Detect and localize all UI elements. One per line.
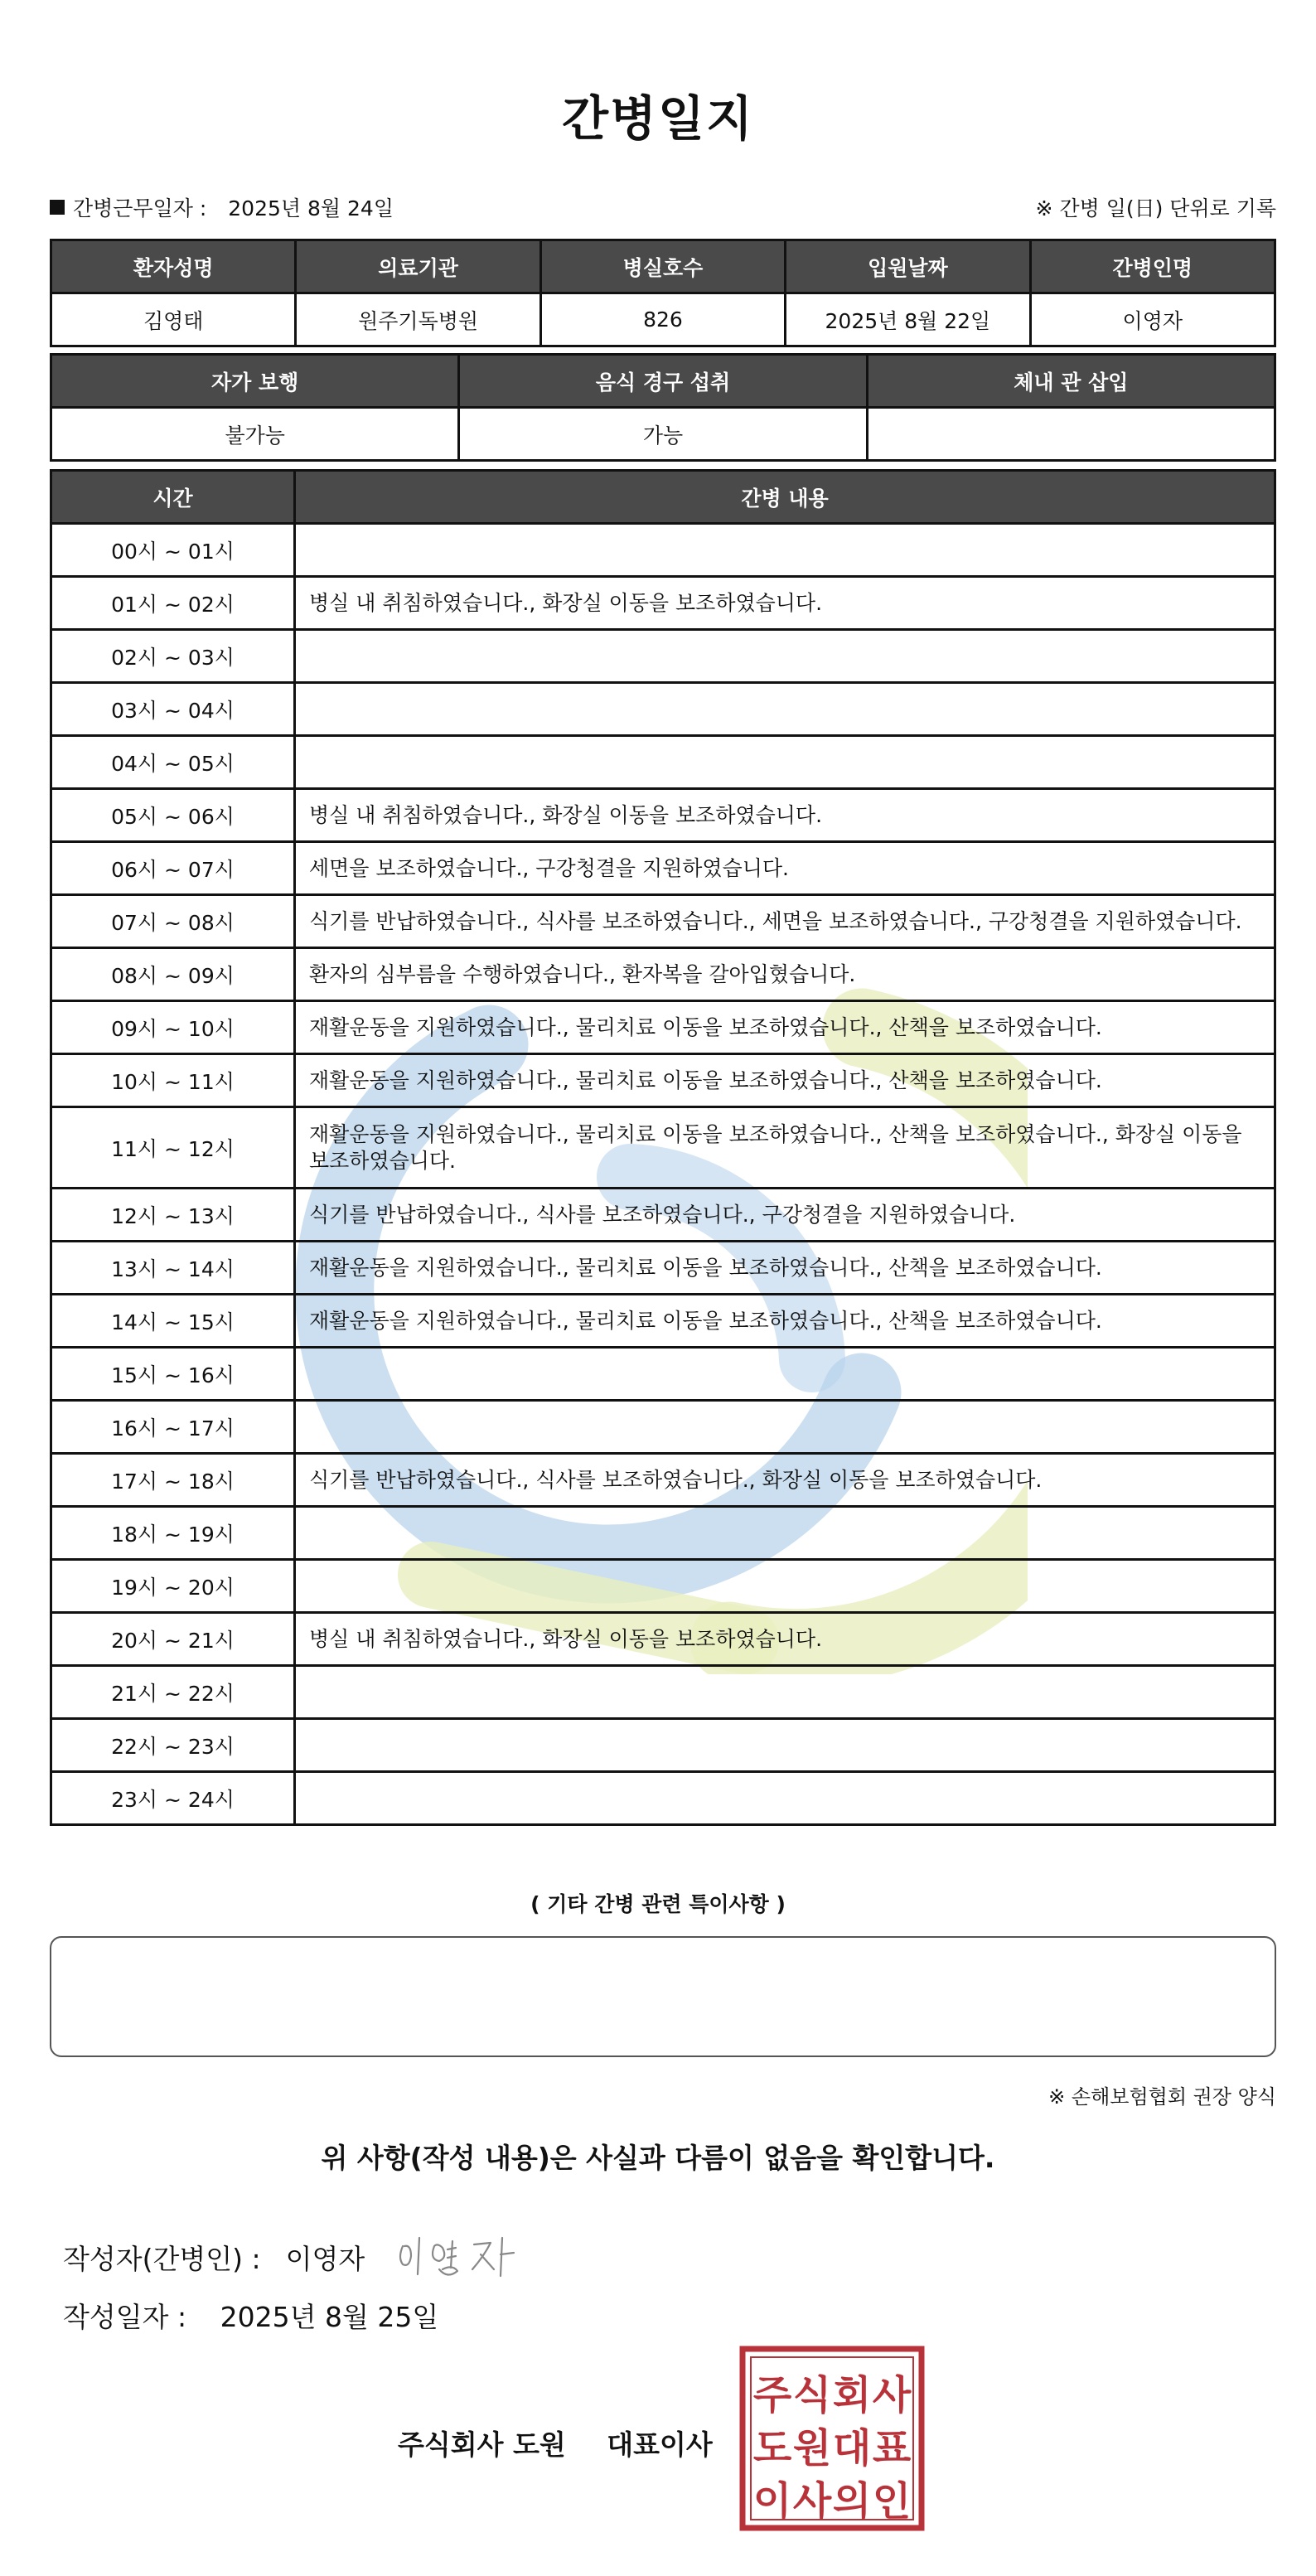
table-row: [51, 1401, 1275, 1454]
table-row: [51, 683, 1275, 736]
daily-record-note: ※ 간병 일(日) 단위로 기록: [1035, 196, 1276, 220]
log-content-cell: 병실 내 취침하였습니다., 화장실 이동을 보조하였습니다.: [295, 1613, 1275, 1666]
log-content-cell: [295, 1507, 1275, 1560]
header-oral-intake: 음식 경구 섭취: [459, 355, 867, 408]
meta-row: [50, 192, 1276, 222]
patient-info-table: [50, 239, 1276, 347]
log-time-cell: 17시 ~ 18시: [51, 1454, 295, 1507]
log-content-cell: 환자의 심부름을 수행하였습니다., 환자복을 갈아입혔습니다.: [295, 948, 1275, 1001]
work-date-line: [50, 192, 394, 222]
log-content-cell: 세면을 보조하였습니다., 구강청결을 지원하였습니다.: [295, 842, 1275, 895]
handwritten-signature-icon: [393, 2228, 542, 2286]
log-content-cell: [295, 683, 1275, 736]
table-row: [51, 948, 1275, 1001]
log-time-cell: 03시 ~ 04시: [51, 683, 295, 736]
header-time: 시간: [51, 471, 295, 524]
document-title: 간병일지: [561, 90, 755, 147]
table-row: [51, 577, 1275, 630]
remarks-box: [50, 1936, 1276, 2057]
written-date-value: 2025년 8월 25일: [220, 2301, 439, 2333]
log-content-cell: 병실 내 취침하였습니다., 화장실 이동을 보조하였습니다.: [295, 789, 1275, 842]
log-content-cell: [295, 1560, 1275, 1613]
writer-label: 작성자(간병인) :: [63, 2242, 261, 2275]
log-time-cell: 09시 ~ 10시: [51, 1001, 295, 1054]
table-row: [51, 524, 1275, 577]
log-content-cell: 재활운동을 지원하였습니다., 물리치료 이동을 보조하였습니다., 산책을 보조하였습니다.: [295, 1295, 1275, 1348]
caregiver-name: 이영자: [1030, 293, 1275, 346]
care-log-table: [50, 469, 1276, 1826]
log-content-cell: [295, 1348, 1275, 1401]
table-header-row: [51, 240, 1275, 293]
log-time-cell: 23시 ~ 24시: [51, 1772, 295, 1825]
log-content-cell: 식기를 반납하였습니다., 식사를 보조하였습니다., 구강청결을 지원하였습니다.: [295, 1189, 1275, 1242]
table-row: [51, 1242, 1275, 1295]
log-content-cell: 재활운동을 지원하였습니다., 물리치료 이동을 보조하였습니다., 산책을 보조하였습니다.: [295, 1054, 1275, 1107]
table-row: [51, 1719, 1275, 1772]
log-content-cell: 식기를 반납하였습니다., 식사를 보조하였습니다., 화장실 이동을 보조하였습니다.: [295, 1454, 1275, 1507]
care-log-body: [51, 524, 1275, 1825]
company-name: 주식회사 도원: [398, 2428, 566, 2461]
recommended-form-note: ※ 손해보험협회 권장 양식: [1048, 2085, 1276, 2109]
confirmation-statement: 위 사항(작성 내용)은 사실과 다름이 없음을 확인합니다.: [321, 2142, 995, 2174]
log-time-cell: 01시 ~ 02시: [51, 577, 295, 630]
writer-name: 이영자: [285, 2242, 365, 2275]
log-time-cell: 18시 ~ 19시: [51, 1507, 295, 1560]
company-signoff: [398, 2423, 713, 2462]
table-row: [51, 1295, 1275, 1348]
log-time-cell: 21시 ~ 22시: [51, 1666, 295, 1719]
table-row: [51, 1454, 1275, 1507]
log-time-cell: 10시 ~ 11시: [51, 1054, 295, 1107]
table-row: [51, 1560, 1275, 1613]
tube-insertion-value: [867, 408, 1275, 461]
log-content-cell: 병실 내 취침하였습니다., 화장실 이동을 보조하였습니다.: [295, 577, 1275, 630]
log-time-cell: 00시 ~ 01시: [51, 524, 295, 577]
seal-character: 식: [792, 2372, 832, 2419]
log-content-cell: 식기를 반납하였습니다., 식사를 보조하였습니다., 세면을 보조하였습니다., 구강청결을 지원하였습니다.: [295, 895, 1275, 948]
patient-name: 김영태: [51, 293, 296, 346]
table-header-row: [51, 355, 1275, 408]
header-admission-date: 입원날짜: [786, 240, 1030, 293]
log-time-cell: 14시 ~ 15시: [51, 1295, 295, 1348]
table-header-row: [51, 471, 1275, 524]
log-content-cell: 재활운동을 지원하였습니다., 물리치료 이동을 보조하였습니다., 산책을 보조하였습니다.: [295, 1242, 1275, 1295]
log-content-cell: [295, 736, 1275, 789]
room-number: 826: [540, 293, 785, 346]
log-time-cell: 12시 ~ 13시: [51, 1189, 295, 1242]
seal-character: 사: [872, 2372, 912, 2419]
log-content-cell: 재활운동을 지원하였습니다., 물리치료 이동을 보조하였습니다., 산책을 보조하였습니다., 화장실 이동을 보조하였습니다.: [295, 1107, 1275, 1189]
log-time-cell: 08시 ~ 09시: [51, 948, 295, 1001]
writer-line: [63, 2228, 542, 2286]
log-time-cell: 15시 ~ 16시: [51, 1348, 295, 1401]
hospital-name: 원주기독병원: [296, 293, 540, 346]
log-time-cell: 05시 ~ 06시: [51, 789, 295, 842]
log-time-cell: 13시 ~ 14시: [51, 1242, 295, 1295]
table-row: [51, 842, 1275, 895]
table-row: [51, 1507, 1275, 1560]
log-content-cell: [295, 630, 1275, 683]
table-row: [51, 1001, 1275, 1054]
log-time-cell: 11시 ~ 12시: [51, 1107, 295, 1189]
table-row: [51, 1613, 1275, 1666]
table-row: [51, 1107, 1275, 1189]
log-time-cell: 20시 ~ 21시: [51, 1613, 295, 1666]
table-row: [51, 1666, 1275, 1719]
table-row: [51, 293, 1275, 346]
log-content-cell: [295, 1719, 1275, 1772]
seal-character: 원: [792, 2425, 832, 2472]
log-content-cell: [295, 1401, 1275, 1454]
header-self-walking: 자가 보행: [51, 355, 459, 408]
work-date-value: 2025년 8월 24일: [228, 196, 394, 220]
remarks-title: ( 기타 간병 관련 특이사항 ): [530, 1892, 786, 1916]
header-hospital: 의료기관: [296, 240, 540, 293]
log-time-cell: 06시 ~ 07시: [51, 842, 295, 895]
log-time-cell: 07시 ~ 08시: [51, 895, 295, 948]
log-time-cell: 22시 ~ 23시: [51, 1719, 295, 1772]
written-date-line: [63, 2296, 438, 2335]
admission-date: 2025년 8월 22일: [786, 293, 1030, 346]
seal-character: 대: [832, 2425, 872, 2472]
table-row: [51, 789, 1275, 842]
seal-character: 인: [872, 2478, 912, 2525]
table-row: [51, 408, 1275, 461]
log-content-cell: [295, 524, 1275, 577]
work-date-label: 간병근무일자 :: [73, 196, 207, 220]
log-time-cell: 19시 ~ 20시: [51, 1560, 295, 1613]
log-content-cell: 재활운동을 지원하였습니다., 물리치료 이동을 보조하였습니다., 산책을 보조하였습니다.: [295, 1001, 1275, 1054]
log-content-cell: [295, 1772, 1275, 1825]
log-time-cell: 16시 ~ 17시: [51, 1401, 295, 1454]
seal-character: 표: [872, 2425, 912, 2472]
table-row: [51, 1054, 1275, 1107]
log-time-cell: 02시 ~ 03시: [51, 630, 295, 683]
table-row: [51, 630, 1275, 683]
seal-character: 의: [832, 2478, 872, 2525]
table-row: [51, 1772, 1275, 1825]
company-seal-icon: [739, 2346, 925, 2531]
header-caregiver: 간병인명: [1030, 240, 1275, 293]
seal-character: 이: [752, 2478, 792, 2525]
log-content-cell: [295, 1666, 1275, 1719]
header-tube-insertion: 체내 관 삽입: [867, 355, 1275, 408]
header-room: 병실호수: [540, 240, 785, 293]
header-care-content: 간병 내용: [295, 471, 1275, 524]
table-row: [51, 895, 1275, 948]
table-row: [51, 1189, 1275, 1242]
seal-character: 회: [832, 2372, 872, 2419]
seal-character: 주: [752, 2372, 792, 2419]
self-walking-value: 불가능: [51, 408, 459, 461]
written-date-label: 작성일자 :: [63, 2301, 187, 2333]
log-time-cell: 04시 ~ 05시: [51, 736, 295, 789]
company-role: 대표이사: [607, 2428, 713, 2461]
table-row: [51, 1348, 1275, 1401]
oral-intake-value: 가능: [459, 408, 867, 461]
table-row: [51, 736, 1275, 789]
patient-status-table: [50, 353, 1276, 462]
seal-character: 사: [792, 2478, 832, 2525]
square-bullet-icon: [50, 200, 65, 215]
seal-character: 도: [752, 2425, 792, 2472]
header-patient-name: 환자성명: [51, 240, 296, 293]
